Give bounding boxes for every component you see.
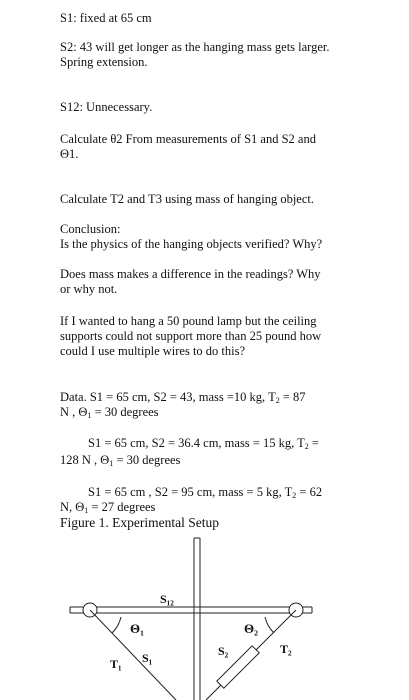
- label-theta2: Θ₂: [244, 621, 259, 636]
- conclusion-heading: Conclusion:: [60, 222, 121, 236]
- note-theta2-line2: Θ1.: [60, 147, 79, 161]
- question-mass-line1: Does mass makes a difference in the readings? Why: [60, 267, 321, 281]
- question-lamp-line3: could I use multiple wires to do this?: [60, 344, 246, 358]
- label-theta1: Θ₁: [130, 621, 145, 636]
- note-s12: S12: Unnecessary.: [60, 100, 153, 114]
- note-t2t3: Calculate T2 and T3 using mass of hanging object.: [60, 192, 315, 206]
- note-theta2-line1: Calculate θ2 From measurements of S1 and S2 and: [60, 132, 316, 146]
- data-row1-line2: N , $\Theta_1 = 30$ degrees: [60, 405, 159, 420]
- label-t1: T₁: [110, 657, 122, 671]
- label-s1: S₁: [142, 651, 153, 665]
- data-row2-line2: 128 N , $\Theta_1 = 30$ degrees: [60, 453, 181, 468]
- theta1-arc: [112, 617, 121, 633]
- data-row1-line1: Data. S1 = 65 cm, S2 = 43, mass =10 kg, $T_2 = 87$: [60, 390, 306, 405]
- question-mass-line2: or why not.: [60, 282, 118, 296]
- label-s12: S₁₂: [160, 592, 174, 606]
- data-row3-line1: S1 = 65 cm , S2 = 95 cm, mass = 5 kg, $T_2 = 62$: [88, 485, 323, 500]
- label-t2: T₂: [280, 642, 292, 656]
- data-row2-line1: S1 = 65 cm, S2 = 36.4 cm, mass = 15 kg, $T_2$ =: [88, 436, 319, 451]
- data-row3-line2: N, $\Theta_1 = 27$ degrees: [60, 500, 156, 515]
- note-s2-line2: Spring extension.: [60, 55, 148, 69]
- question-lamp-line2: supports could not support more than 25 pound how: [60, 329, 322, 343]
- note-s1: S1: fixed at 65 cm: [60, 11, 152, 25]
- experimental-setup-diagram: [0, 530, 409, 700]
- note-s2-line1: S2: 43 will get longer as the hanging mass gets larger.: [60, 40, 330, 54]
- question-physics: Is the physics of the hanging objects verified? Why?: [60, 237, 323, 251]
- theta2-arc: [265, 617, 274, 633]
- label-s2: S₂: [218, 644, 229, 658]
- figure-caption: Figure 1. Experimental Setup: [60, 515, 219, 530]
- question-lamp-line1: If I wanted to hang a 50 pound lamp but the ceiling: [60, 314, 317, 328]
